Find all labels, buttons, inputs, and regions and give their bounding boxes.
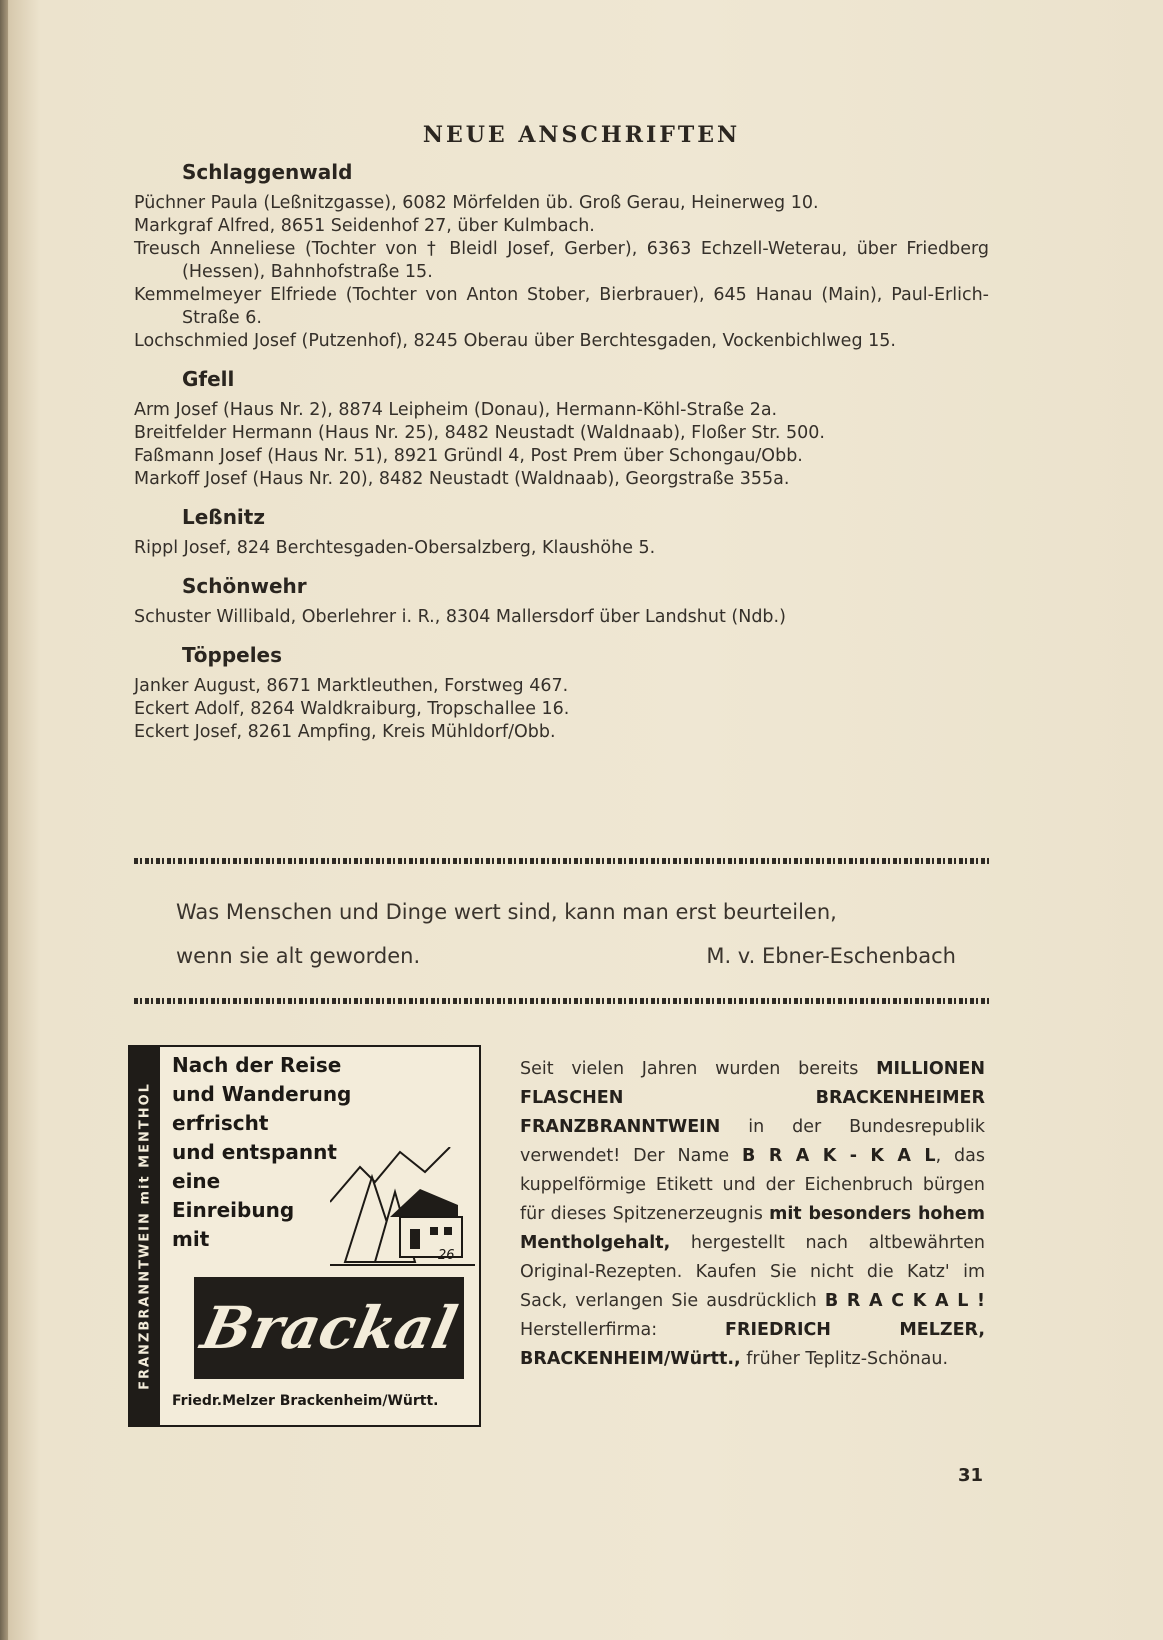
address-entry: Markgraf Alfred, 8651 Seidenhof 27, über Kulmbach. [134,216,595,236]
page-title: NEUE ANSCHRIFTEN [422,122,741,148]
ad-text-part: Seit vielen Jahren wurden bereits [520,1059,877,1079]
section-heading: Gfell [182,367,235,391]
ad-text-part: hergestellt nach altbewährten Original-Rezepten. Kaufen Sie nicht die Katz' im Sack, verlangen Sie ausdrücklich [520,1233,985,1311]
address-entry: Kemmelmeyer Elfriede (Tochter von Anton Stober, Bierbrauer), 645 Hanau (Main), Paul-Erlich-Straße 6. [134,285,989,328]
ad-tagline-line: erfrischt [172,1111,269,1135]
quote-line-1: Was Menschen und Dinge wert sind, kann man erst beurteilen, [176,900,837,924]
brackal-logo [194,1277,464,1379]
section-schoenwehr [134,574,989,629]
address-list [134,160,989,758]
ad-text-part: , das kuppelförmige Etikett und der Eichenbruch bürgen für dieses Spitzenerzeugnis [520,1146,986,1224]
address-entry: Arm Josef (Haus Nr. 2), 8874 Leipheim (Donau), Hermann-Köhl-Straße 2a. [134,400,778,420]
ad-tagline-line: mit [172,1227,210,1251]
section-gfell [134,367,989,491]
ad-side-text: FRANZBRANNTWEIN mit MENTHOL [137,1082,153,1390]
address-entry: Treusch Anneliese (Tochter von † Bleidl Josef, Gerber), 6363 Echzell-Weterau, über Friedberg (Hessen), Bahnhofstraße 15. [134,239,989,282]
address-entry: Schuster Willibald, Oberlehrer i. R., 8304 Mallersdorf über Landshut (Ndb.) [134,607,786,627]
dotted-divider-bottom [134,998,989,1004]
address-entry: Rippl Josef, 824 Berchtesgaden-Obersalzberg, Klaushöhe 5. [134,538,656,558]
brackal-advertisement [128,1045,481,1427]
mountain-house-illustration [330,1147,475,1272]
quote-block [176,890,956,978]
ad-text-bold: B R A C K A L ! [824,1291,985,1311]
page-number: 31 [958,1465,984,1486]
address-entry: Eckert Adolf, 8264 Waldkraiburg, Tropschallee 16. [134,699,570,719]
address-entry: Markoff Josef (Haus Nr. 20), 8482 Neustadt (Waldnaab), Georgstraße 355a. [134,469,790,489]
quote-author: M. v. Ebner-Eschenbach [706,944,956,968]
section-heading: Schlaggenwald [182,160,353,184]
address-entry: Breitfelder Hermann (Haus Nr. 25), 8482 Neustadt (Waldnaab), Floßer Str. 500. [134,423,825,443]
ad-description [520,1055,985,1374]
section-heading: Leßnitz [182,505,265,529]
dotted-divider-top [134,858,989,864]
ad-side-banner [130,1047,160,1425]
section-heading: Schönwehr [182,574,307,598]
ad-tagline-line: und Wanderung [172,1082,352,1106]
ad-text-part: früher Teplitz-Schönau. [740,1349,949,1369]
ad-tagline-line: Nach der Reise [172,1053,342,1077]
ad-text-bold: FRIEDRICH MELZER, BRACKENHEIM/Württ., [520,1320,985,1369]
ad-manufacturer: Friedr.Melzer Brackenheim/Württ. [172,1393,439,1409]
section-toeppeles [134,643,989,744]
section-lessnitz [134,505,989,560]
address-entry: Eckert Josef, 8261 Ampfing, Kreis Mühldorf/Obb. [134,722,556,742]
ad-text-part: in der Bundesrepublik verwendet! Der Name [520,1117,985,1166]
address-entry: Lochschmied Josef (Putzenhof), 8245 Oberau über Berchtesgaden, Vockenbichlweg 15. [134,331,896,351]
ad-text-bold: mit besonders hohem Mentholgehalt, [520,1204,985,1253]
address-entry: Püchner Paula (Leßnitzgasse), 6082 Mörfelden üb. Groß Gerau, Heinerweg 10. [134,193,819,213]
section-heading: Töppeles [182,643,283,667]
section-schlaggenwald [134,160,989,353]
book-binding-edge [0,0,8,1640]
address-entry: Janker August, 8671 Marktleuthen, Forstweg 467. [134,676,569,696]
address-entry: Faßmann Josef (Haus Nr. 51), 8921 Gründl 4, Post Prem über Schongau/Obb. [134,446,803,466]
ad-tagline-line: und entspannt [172,1140,337,1164]
ad-text-bold: MILLIONEN FLASCHEN BRACKENHEIMER FRANZBRANNTWEIN [520,1059,985,1137]
ad-tagline-line: Einreibung [172,1198,295,1222]
illustration-number: 26 [438,1248,455,1263]
quote-line-2: wenn sie alt geworden. [176,944,421,968]
ad-text-part: Herstellerfirma: [520,1320,726,1340]
brackal-logo-text: Brackal [195,1294,463,1362]
ad-tagline-line: eine [172,1169,221,1193]
ad-text-bold: B R A K - K A L [742,1146,936,1166]
